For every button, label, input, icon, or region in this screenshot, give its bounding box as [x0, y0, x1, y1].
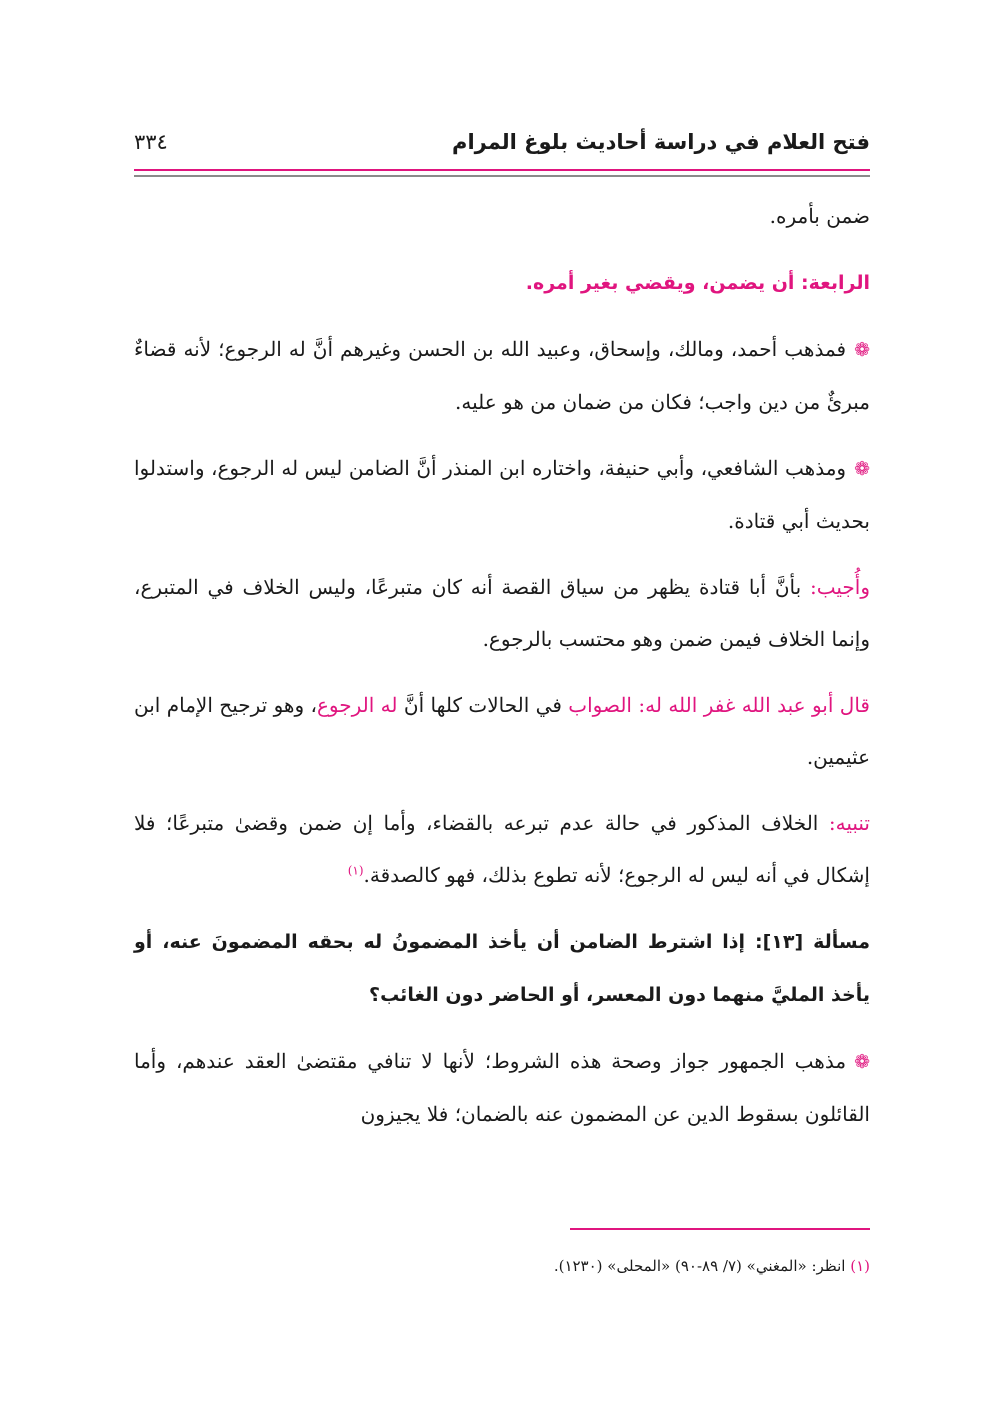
issue-13-question: مسألة [١٣]: إذا اشترط الضامن أن يأخذ المضمونُ له بحقه المضمونَ عنه، أو يأخذ المليَّ منهما دون المعسر، أو الحاضر دون الغائب؟: [134, 931, 870, 1006]
author-view-text-2: ، وهو ترجيح الإمام ابن عثيمين.: [134, 693, 870, 769]
footnote-text: انظر: «المغني» (٧/ ٨٩-٩٠) «المحلى» (١٢٣٠).: [553, 1257, 851, 1275]
flower-bullet-icon: ❁: [854, 339, 870, 361]
response-label: وأُجيب:: [810, 575, 870, 599]
main-text: [134, 190, 870, 1154]
opinion-1-text: فمذهب أحمد، ومالك، وإسحاق، وعبيد الله بن الحسن وغيرهم أنَّ له الرجوع؛ لأنه قضاءٌ مبرئٌ من دين واجب؛ فكان من ضمان من هو عليه.: [134, 337, 870, 414]
author-view-label: قال أبو عبد الله غفر الله له: الصواب: [568, 693, 870, 717]
paragraph-continuation: ضمن بأمره.: [769, 204, 870, 228]
author-view-highlight: له الرجوع: [316, 693, 398, 717]
opinion-2-text: ومذهب الشافعي، وأبي حنيفة، واختاره ابن المنذر أنَّ الضامن ليس له الرجوع، واستدلوا بحديث أبي قتادة.: [134, 456, 870, 533]
majority-view-text: مذهب الجمهور جواز وصحة هذه الشروط؛ لأنها لا تنافي مقتضىٰ العقد عندهم، وأما القائلون بسقوط الدين عن المضمون عنه بالضمان؛ فلا يجيزون: [134, 1049, 870, 1126]
header-rule-pink: [134, 169, 870, 171]
paragraph-majority-view: [134, 1035, 870, 1140]
header-rule-gray: [134, 175, 870, 177]
notice-text: الخلاف المذكور في حالة عدم تبرعه بالقضاء، وأما إن ضمن وقضىٰ متبرعًا؛ فلا إشكال في أنه ليس له الرجوع؛ لأنه تطوع بذلك، فهو كالصدقة.: [134, 811, 870, 887]
heading-fourth-case: الرابعة: أن يضمن، ويقضي بغير أمره.: [525, 272, 870, 294]
footnote-mark: (١): [850, 1257, 870, 1275]
paragraph-issue-13: [134, 915, 870, 1021]
paragraph-response: [134, 561, 870, 665]
footnote-rule: [570, 1228, 870, 1230]
paragraph-notice: [134, 797, 870, 901]
running-header: [134, 128, 870, 164]
author-view-text-1: في الحالات كلها أنَّ: [397, 693, 569, 717]
book-title: فتح العلام في دراسة أحاديث بلوغ المرام: [452, 130, 870, 154]
footnote-ref: (١): [347, 863, 364, 878]
paragraph-author-view: [134, 679, 870, 783]
flower-bullet-icon: ❁: [854, 458, 870, 480]
paragraph-opinion-1: [134, 323, 870, 428]
response-text: بأنَّ أبا قتادة يظهر من سياق القصة أنه كان متبرعًا، وليس الخلاف في المتبرع، وإنما الخلاف فيمن ضمن وهو محتسب بالرجوع.: [134, 575, 870, 651]
page-number: ٣٣٤: [134, 130, 168, 154]
flower-bullet-icon: ❁: [854, 1051, 870, 1073]
paragraph-opinion-2: [134, 442, 870, 547]
section-heading: [134, 256, 870, 309]
notice-label: تنبيه:: [828, 811, 870, 835]
footnote: [134, 1252, 870, 1280]
